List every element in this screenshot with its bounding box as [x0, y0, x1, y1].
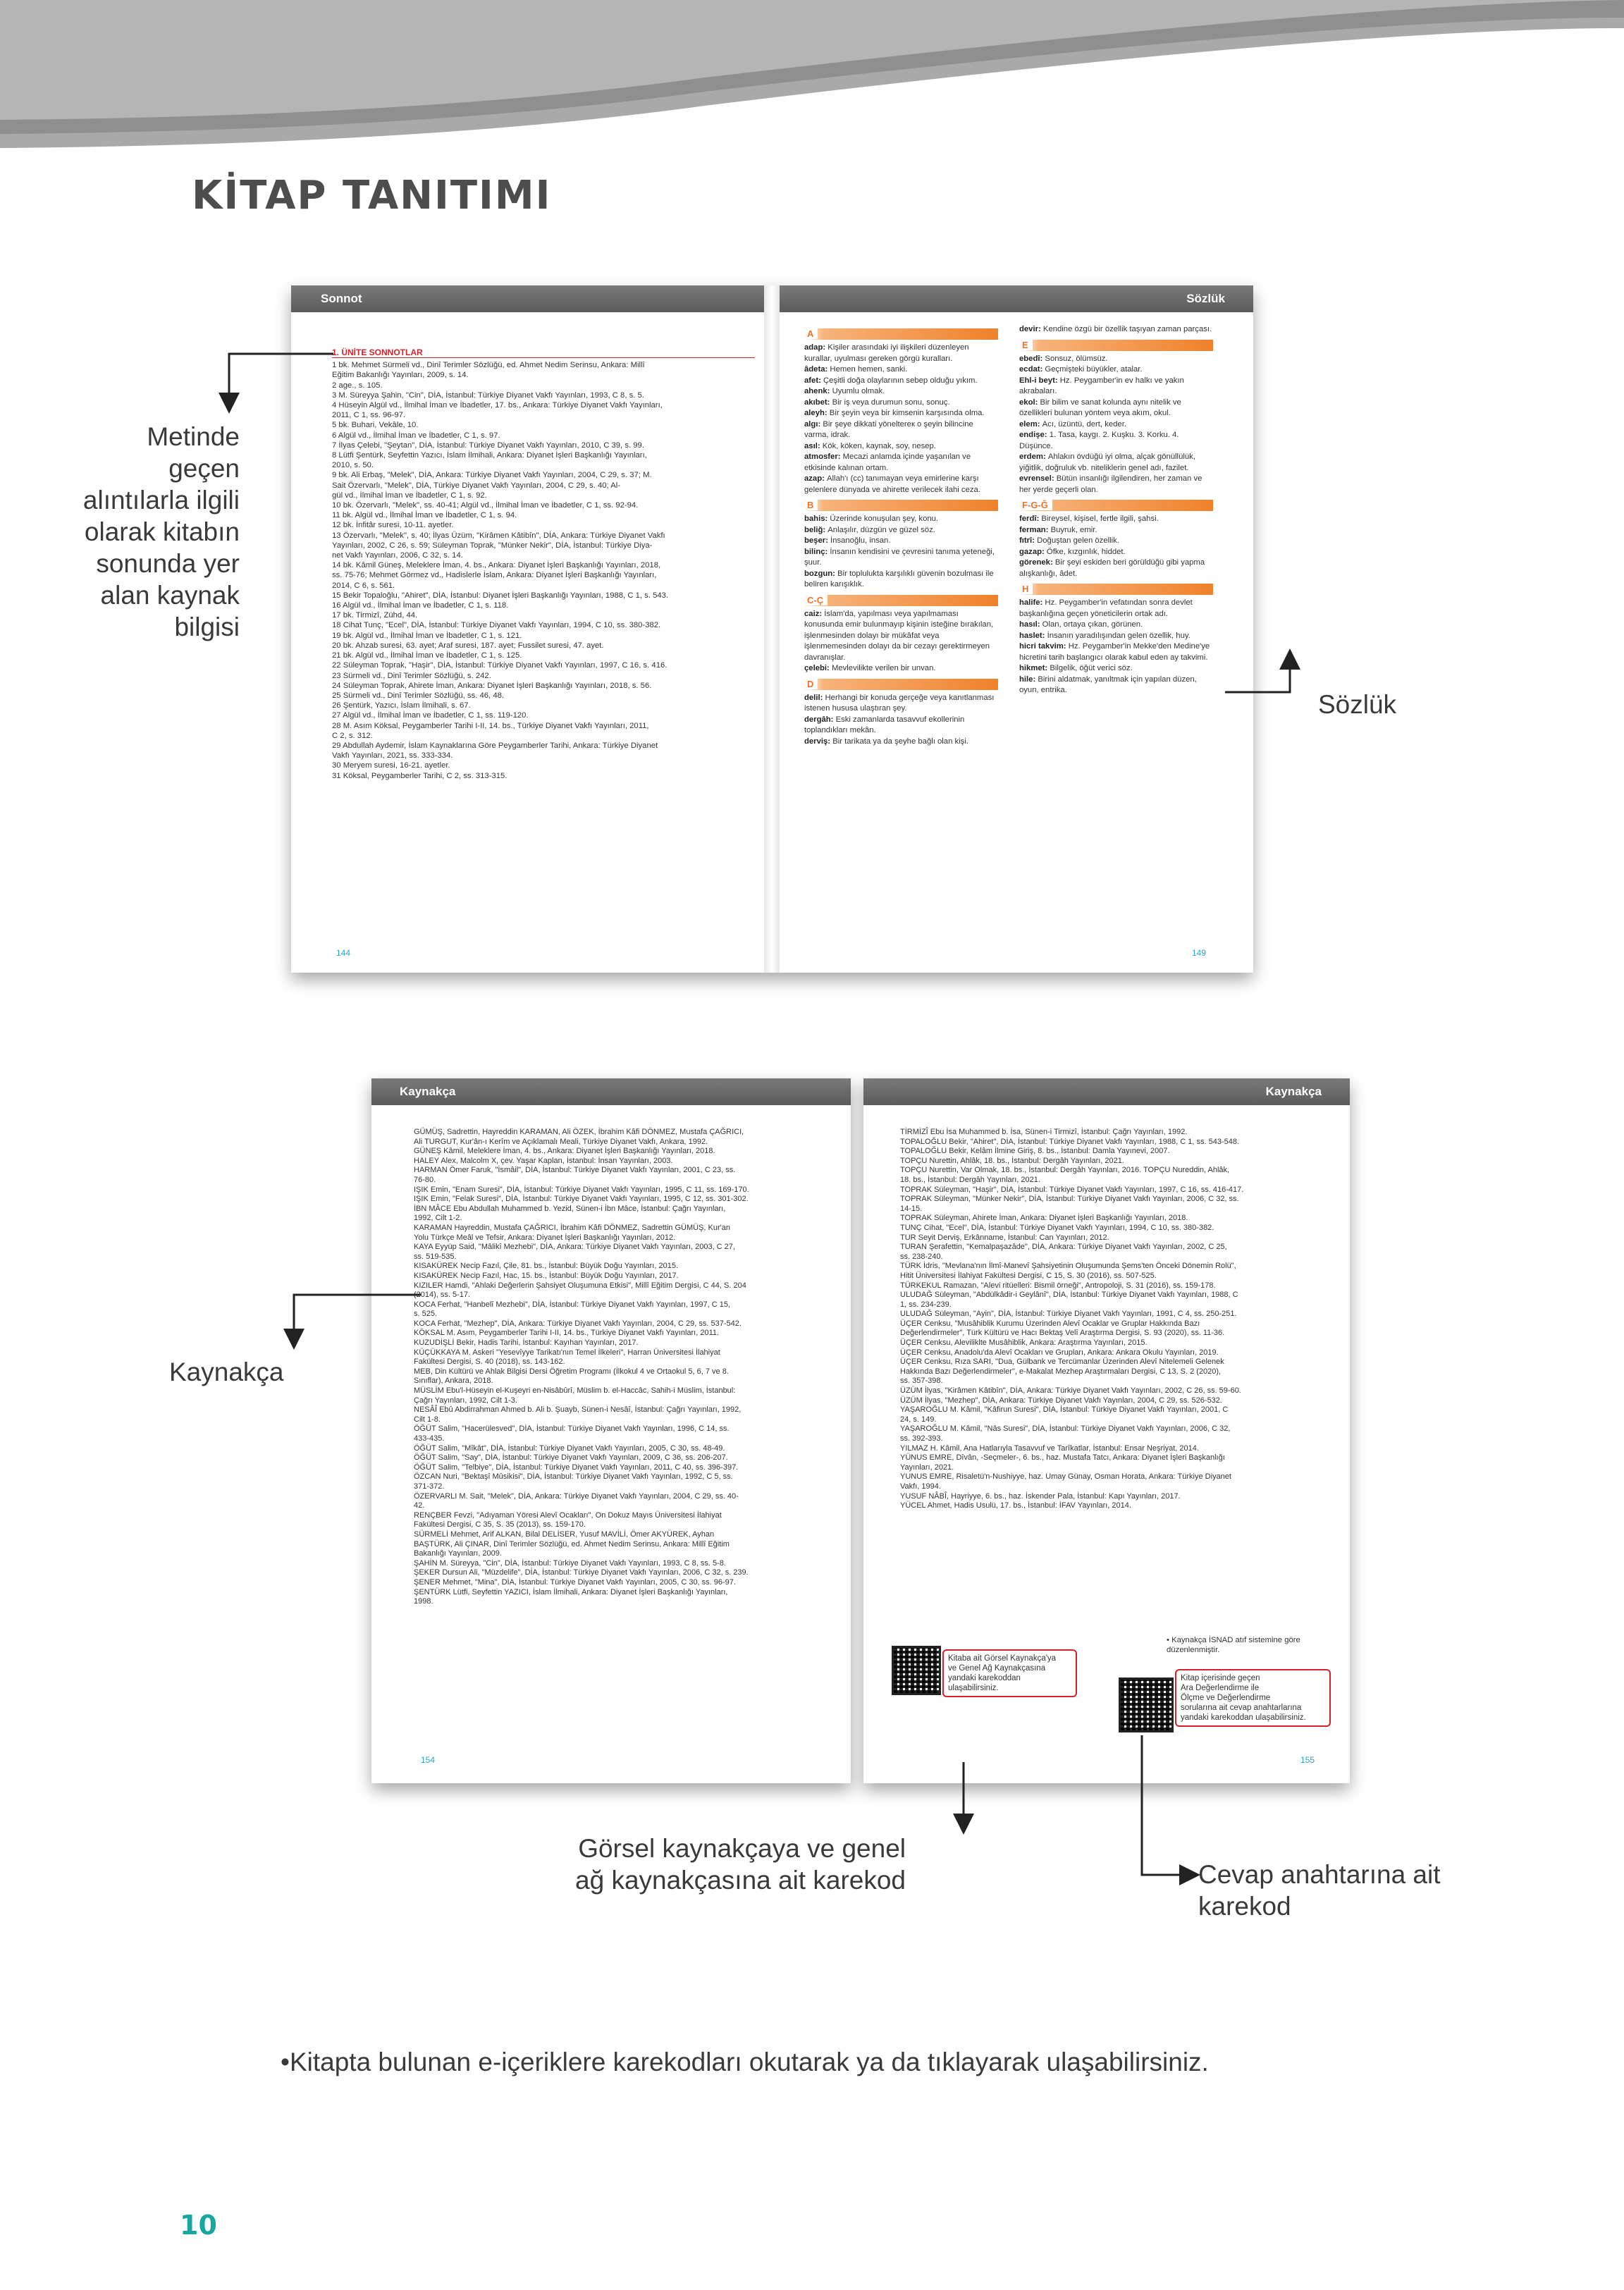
reference-line: ULUDAĞ Süleyman, "Ayin", DİA, İstanbul: Türkiye Diyanet Vakfı Yayınları, 1991, C 4, ss. 250-251.: [900, 1310, 1237, 1319]
reference-line: Yayınları, 2021.: [900, 1463, 954, 1472]
endnote-line: 28 M. Asım Köksal, Peygamberler Tarihi I-II, 14. bs., Türkiye Diyanet Vakfı Yayınları, 2011,: [332, 721, 649, 730]
endnote-line: 19 bk. Algül vd., İlmihal İman ve İbadetler, C 1, s. 121.: [332, 631, 522, 640]
glossary-entry: ferman: Buyruk, emir.: [1019, 525, 1097, 534]
glossary-entry: çelebi: Mevlevilikte verilen bir unvan.: [804, 664, 936, 672]
reference-line: ss. 357-398.: [900, 1377, 943, 1386]
reference-line: IŞIK Emin, "Felak Suresi", DİA, İstanbul: Türkiye Diyanet Vakfı Yayınları, 1995, C 12, ss. 301-302.: [414, 1195, 749, 1204]
reference-line: ÜÇER Cenksu, Anadolu'da Alevî Ocakları ve Grupları, Ankara: Ankara Okulu Yayınları, 2019.: [900, 1348, 1219, 1357]
endnote-line: ss. 75-76; Mehmet Görmez vd., Hadislerle İslam, Ankara: Diyanet İşleri Başkanlığı Yayınları,: [332, 571, 657, 580]
glossary-entry: delil: Herhangi bir konuda gerçeğe veya kanıtlanması istenen hususa ulaştıran şey.: [804, 693, 995, 713]
reference-line: TOPRAK Süleyman, Ahirete İman, Ankara: Diyanet İşleri Başkanlığı Yayınları, 2018.: [900, 1214, 1188, 1223]
reference-line: ÜÇER Cenksu, Rıza SARI, "Dua, Gülbank ve Tercümanlar Üzerinden Alevî Nitelemeli Gelenek: [900, 1358, 1224, 1367]
qr2-line: sorularına ait cevap anahtarlarına: [1181, 1704, 1302, 1712]
endnote-line: 5 bk. Buhari, Vekâle, 10.: [332, 421, 419, 430]
glossary-entry: haslet: İnsanın yaradılışından gelen özellik, huy.: [1019, 631, 1191, 640]
glossary-letter-heading: B: [804, 500, 998, 511]
endnote-line: 27 Algül vd., İlmihal İman ve İbadetler, C 1, ss. 119-120.: [332, 711, 529, 720]
reference-line: TİRMİZÎ Ebu İsa Muhammed b. İsa, Sünen-i Tirmizî, İstanbul: Çağrı Yayınları, 1992.: [900, 1128, 1188, 1136]
reference-line: TÜRKEKUL Ramazan, "Alevi ritüelleri: Bismil örneği", Antropoloji, S. 31 (2016), ss. 159-178.: [900, 1281, 1216, 1290]
endnote-line: Sait Özervarlı, "Melek", DİA, Türkiye Diyanet Vakfı Yayınları, 2004, C 29, s. 40; Al-: [332, 481, 621, 490]
page-number-right: 149: [1192, 948, 1207, 958]
endnote-line: 9 bk. Ali Erbaş, "Melek", DİA, Ankara: Türkiye Diyanet Vakfı Yayınları, 2004, C 29, s. 37; M.: [332, 471, 652, 480]
reference-line: 76-80.: [414, 1175, 436, 1184]
glossary-entry: âdeta: Hemen hemen, sanki.: [804, 365, 908, 374]
endnote-line: 2014, C 6, s. 561.: [332, 581, 395, 590]
glossary-letter-heading: H: [1019, 584, 1213, 595]
reference-line: SÜRMELİ Mehmet, Arif ALKAN, Bilal DELİSER, Yusuf MAVİLİ, Ömer AKYÜREK, Ayhan: [414, 1529, 715, 1539]
endnote-line: 17 bk. Tirmizî, Zühd, 44.: [332, 611, 418, 620]
glossary-entry: gazap: Öfke, kızgınlık, hiddet.: [1019, 547, 1126, 556]
reference-line: 1998.: [414, 1597, 433, 1606]
glossary-entry: fıtrî: Doğuştan gelen özellik.: [1019, 536, 1119, 545]
endnote-line: net Vakfı Yayınları, 2006, C 32, s. 14.: [332, 551, 463, 560]
glossary-entry: ebedî: Sonsuz, ölümsüz.: [1019, 354, 1108, 363]
glossary-entry: halife: Hz. Peygamber'in vefatından sonra devlet başkanlığına geçen yöneticilerin ortak adı.: [1019, 598, 1193, 618]
reference-line: KAYA Eyyüp Said, "Mâlikî Mezhebi", DİA, Ankara: Türkiye Diyanet Vakfı Yayınları, 2003, C 27,: [414, 1243, 735, 1252]
glossary-entry: beşer: İnsanoğlu, insan.: [804, 536, 891, 545]
glossary-entry: dergâh: Eski zamanlarda tasavvuf ekollerinin toplandıkları mekân.: [804, 715, 965, 734]
qr2-line: yandaki karekoddan ulaşabilirsiniz.: [1181, 1713, 1306, 1722]
annotation-line: Cevap anahtarına ait: [1198, 1860, 1441, 1889]
glossary-entry: algı: Bir şeye dikkati yöneltereк o şeyin bilincine varma, idrak.: [804, 419, 973, 439]
reference-line: TOPALOĞLU Bekir, "Ahiret", DİA, İstanbul: Türkiye Diyanet Vakfı Yayınları, 1988, C 1, ss. 543-548.: [900, 1137, 1240, 1146]
endnote-line: 23 Sürmeli vd., Dinî Terimler Sözlüğü, s. 242.: [332, 671, 491, 680]
annotation-sources: [70, 421, 240, 643]
reference-line: YUNUS EMRE, Risaletü'n-Nushiyye, haz. Umay Günay, Osman Horata, Ankara: Türkiye Diyanet: [900, 1472, 1231, 1482]
endnote-line: 7 İlyas Çelebi, "Şeytan", DİA, İstanbul: Türkiye Diyanet Vakfı Yayınları, 2010, C 39, s. 99.: [332, 441, 644, 450]
reference-line: ss. 392-393.: [900, 1434, 943, 1443]
reference-line: TOPRAK Süleyman, "Haşir", DİA, İstanbul: Türkiye Diyanet Vakfı Yayınları, 1997, C 16, ss. 416-417.: [900, 1185, 1244, 1194]
annotation-line: Metinde: [147, 422, 240, 451]
endnote-line: 31 Köksal, Peygamberler Tarihi, C 2, ss. 313-315.: [332, 771, 508, 780]
reference-line: YAŞAROĞLU M. Kâmil, "Kâfirun Suresi", DİA, İstanbul: Türkiye Diyanet Vakfı Yayınları, 2001, C: [900, 1405, 1229, 1415]
reference-line: s. 525.: [414, 1310, 438, 1319]
qr2-line: Ara Değerlendirme ile: [1181, 1684, 1260, 1692]
annotation-qr-visual: [532, 1833, 906, 1896]
reference-line: 1, ss. 234-239.: [900, 1300, 952, 1309]
endnote-line: 2 age., s. 105.: [332, 381, 383, 390]
reference-line: ŞEKER Dursun Ali, "Müzdelife", DİA, İstanbul: Türkiye Diyanet Vakfı Yayınları, 2006, C 32, s. 239.: [414, 1568, 749, 1577]
endnotes-heading: 1. ÜNİTE SONNOTLAR: [332, 347, 755, 358]
reference-line: IŞIK Emin, "Enam Suresi", DİA, İstanbul: Türkiye Diyanet Vakfı Yayınları, 1995, C 11, ss. 169-170.: [414, 1185, 749, 1194]
endnote-line: gül vd., İlmihal İman ve İbadetler, C 1, s. 92.: [332, 491, 487, 500]
header-right-label: Sözlük: [1186, 292, 1225, 305]
reference-line: BAŞTÜRK, Ali ÇINAR, Dinî Terimler Sözlüğü, ed. Ahmet Nedim Serinsu, Ankara: Millî Eğitim: [414, 1539, 730, 1549]
endnote-line: 2011, C 1, ss. 96-97.: [332, 411, 406, 420]
reference-line: 1992, Cilt 1-2.: [414, 1214, 462, 1223]
reference-line: TOPRAK Süleyman, "Münker Nekir", DİA, İstanbul: Türkiye Diyanet Vakfı Yayınları, 2006, C 32, ss.: [900, 1195, 1239, 1204]
page-number-left: 154: [421, 1755, 436, 1765]
page-number-left: 144: [336, 948, 351, 958]
reference-line: TURAN Şerafettin, "Kemalpaşazâde", DİA, Ankara: Türkiye Diyanet Vakfı Yayınları, 2002, C 25,: [900, 1243, 1227, 1252]
reference-line: Bakanlığı Yayınları, 2009.: [414, 1549, 502, 1558]
reference-line: 14-15.: [900, 1204, 923, 1213]
endnote-line: 24 Süleyman Toprak, Ahirete İman, Ankara: Diyanet İşleri Başkanlığı Yayınları, 2018, s. 56.: [332, 681, 652, 690]
reference-line: KÖKSAL M. Asım, Peygamberler Tarihi I-II, 14. bs., Türkiye Diyanet Vakfı Yayınları, 2011.: [414, 1329, 720, 1338]
glossary-entry: afet: Çeşitli doğa olaylarının sebep olduğu yıkım.: [804, 376, 978, 385]
reference-line: ŞAHİN M. Süreyya, "Cin", DİA, İstanbul: Türkiye Diyanet Vakfı Yayınları, 1993, C 8, ss. 5-8.: [414, 1558, 726, 1568]
annotation-line: ağ kaynakçasına ait karekod: [575, 1866, 906, 1895]
reference-line: RENÇBER Fevzi, "Adıyaman Yöresi Alevî Ocakları", On Dokuz Mayıs Üniversitesi İlahiyat: [414, 1510, 722, 1520]
endnote-line: Vakfı Yayınları, 2021, ss. 333-334.: [332, 751, 453, 761]
glossary-entry: adap: Kişiler arasındaki iyi ilişkileri düzenleyen kurallar, uyulması gereken görgü kuralları.: [804, 343, 969, 363]
reference-line: ŞENTÜRK Lütfi, Seyfettin YAZICI, İslam İlmihali, Ankara: Diyanet İşleri Başkanlığı Yayınları,: [414, 1587, 728, 1596]
endnote-line: 30 Meryem suresi, 16-21. ayetler.: [332, 761, 450, 770]
glossary-entry: asıl: Kök, köken, kaynak, soy, nesep.: [804, 441, 936, 450]
annotation-line: alıntılarla ilgili: [82, 486, 240, 515]
glossary-entry: aleyh: Bir şeyin veya bir kimsenin karşısında olma.: [804, 409, 985, 417]
reference-line: ÖZCAN Nuri, "Bektaşî Mûsikisi", DİA, İstanbul: Türkiye Diyanet Vakfı Yayınları, 1992, C 5, ss.: [414, 1472, 733, 1482]
glossary-entry: evrensel: Bütün insanlığı ilgilendiren, her zaman ve her yerde geçerli olan.: [1019, 474, 1202, 494]
endnote-line: 11 bk. Algül vd., İlmihal İman ve İbadetler, C 1, s. 94.: [332, 511, 517, 520]
glossary-entry: Ehl-i beyt: Hz. Peygamber'in ev halkı ve yakın akrabaları.: [1019, 376, 1184, 395]
reference-line: MÜSLİM Ebu'l-Hüseyin el-Kuşeyri en-Nisâbûrî, Müslim b. el-Haccâc, Sahih-i Müslim, İstanbul:: [414, 1386, 736, 1396]
glossary-entry: ekol: Bir bilim ve sanat kolunda aynı nitelik ve özellikleri bulunan yöntem veya akım, okul.: [1019, 398, 1181, 417]
reference-line: GÜNEŞ Kâmil, Meleklere İman, 4. bs., Ankara: Diyanet İşleri Başkanlığı Yayınları, 2018.: [414, 1147, 715, 1156]
glossary-entry: hasıl: Olan, ortaya çıkan, görünen.: [1019, 620, 1143, 629]
reference-line: KOCA Ferhat, "Hanbelî Mezhebi", DİA, İstanbul: Türkiye Diyanet Vakfı Yayınları, 1997, C 15,: [414, 1300, 731, 1309]
annotation-bibliography: Kaynakça: [169, 1358, 284, 1386]
annotation-qr-answer: [1198, 1859, 1441, 1922]
reference-line: Fakültesi Dergisi, S. 40 (2018), ss. 143-162.: [414, 1358, 565, 1367]
header-right-label: Kaynakça: [1265, 1085, 1322, 1098]
reference-line: TOPALOĞLU Bekir, Kelâm İlmine Giriş, 8. bs., İstanbul: Damla Yayınevi, 2007.: [900, 1147, 1170, 1156]
qr2-line: Kitap içerisinde geçen: [1181, 1674, 1260, 1682]
glossary-letter-heading: A: [804, 328, 998, 340]
reference-line: HARMAN Ömer Faruk, "İsmâil", DİA, İstanbul: Türkiye Diyanet Vakfı Yayınları, 2001, C 23, ss.: [414, 1166, 736, 1175]
annotation-glossary: Sözlük: [1318, 690, 1397, 719]
reference-line: GÜMÜŞ, Sadrettin, Hayreddin KARAMAN, Ali ÖZEK, İbrahim Kâfi DÖNMEZ, Mustafa ÇAĞRICI,: [414, 1128, 744, 1136]
reference-line: Fakültesi Dergisi, C 35, S. 35 (2013), ss. 159-170.: [414, 1520, 586, 1529]
reference-line: ÜZÜM İlyas, "Mezhep", DİA, Ankara: Türkiye Diyanet Vakfı Yayınları, 2004, C 29, ss. 526-532.: [900, 1396, 1222, 1405]
glossary-entry: bozgun: Bir toplulukta karşılıklı güvenin bozulması ile beliren karışıklık.: [804, 569, 994, 589]
reference-line: KOCA Ferhat, "Mezhep", DİA, Ankara: Türkiye Diyanet Vakfı Yayınları, 2004, C 29, ss. 537-542.: [414, 1319, 742, 1328]
reference-line: Vakfı, 1994.: [900, 1482, 941, 1491]
glossary-entry: beliğ: Anlaşılır, düzgün ve güzel söz.: [804, 525, 935, 534]
glossary-entry: hicri takvim: Hz. Peygamber'in Mekke'den Medine'ye hicretini tarih başlangıcı olarak kabul eden ay takvimi.: [1019, 642, 1210, 662]
endnote-line: Yayınları, 2002, C 26, s. 59; Süleyman Toprak, "Münker Nekir", DİA, İstanbul: Türkiye Diya-: [332, 541, 653, 550]
reference-line: Yolu Türkçe Meâl ve Tefsir, Ankara: Diyanet İşleri Başkanlığı Yayınları, 2012.: [414, 1233, 676, 1242]
annotation-line: geçen: [168, 454, 240, 483]
reference-line: TUNÇ Cihat, "Ecel", DİA, İstanbul: Türkiye Diyanet Vakfı Yayınları, 1994, C 10, ss. 380-382.: [900, 1223, 1214, 1232]
glossary-entry: ferdî: Bireysel, kişisel, fertle ilgili, şahsi.: [1019, 515, 1159, 523]
reference-line: 433-435.: [414, 1434, 445, 1443]
reference-line: 18. bs., İstanbul: Dergâh Yayınları, 2021.: [900, 1175, 1040, 1184]
annotation-line: sonunda yer: [96, 549, 240, 578]
glossary-entry: hile: Birini aldatmak, yanıltmak için yapılan düzen, oyun, entrika.: [1019, 675, 1197, 694]
reference-line: KÜÇÜKKAYA M. Askeri "Yesevîyye Tarikatı'nın Temel İlkeleri", Harran Üniversitesi İlahiyat: [414, 1348, 720, 1357]
reference-line: ULUDAĞ Süleyman, "Abdülkâdir-i Geylânî", DİA, İstanbul: Türkiye Diyanet Vakfı Yayınları, 1988, C: [900, 1291, 1238, 1300]
reference-line: ÜZÜM İlyas, "Kirâmen Kâtibîn", DİA, Ankara: Türkiye Diyanet Vakfı Yayınları, 2002, C 26, ss. 59-60.: [900, 1386, 1241, 1396]
reference-line: Değerlendirmeler", Türk Kültürü ve Hacı Bektaş Velî Araştırma Dergisi, S. 93 (2020), ss. 11-36.: [900, 1329, 1225, 1338]
header-left-label: Kaynakça: [400, 1085, 456, 1098]
qr1-line: ve Genel Ağ Kaynakçasına: [948, 1664, 1046, 1673]
reference-line: ÖĞÜT Salim, "Mîkât", DİA, İstanbul: Türkiye Diyanet Vakfı Yayınları, 2005, C 30, ss. 48-49.: [414, 1443, 725, 1453]
glossary-entry: görenek: Bir şeyi eskiden beri görüldüğü gibi yapma alışkanlığı, âdet.: [1019, 558, 1205, 578]
endnote-line: Eğitim Bakanlığı Yayınları, 2009, s. 14.: [332, 371, 469, 380]
reference-line: (2014), ss. 5-17.: [414, 1291, 471, 1300]
glossary-entry: hikmet: Bilgelik, öğüt verici söz.: [1019, 664, 1133, 672]
page-number-right: 155: [1300, 1755, 1315, 1765]
glossary-entry: ecdat: Geçmişteki büyükler, atalar.: [1019, 365, 1143, 374]
reference-line: NESÂÎ Ebû Abdirrahman Ahmed b. Ali b. Şuayb, Sünen-i Nesâî, İstanbul: Çağrı Yayınları, 1992,: [414, 1405, 742, 1415]
annotation-line: Görsel kaynakçaya ve genel: [578, 1834, 906, 1863]
endnote-line: C 2, s. 312.: [332, 731, 373, 740]
reference-line: 371-372.: [414, 1482, 445, 1491]
annotation-line: alan kaynak: [100, 581, 240, 610]
reference-line: ÜÇER Cenksu, Aleviliklte Musâhiblik, Ankara: Araştırma Yayınları, 2015.: [900, 1338, 1148, 1348]
glossary-letter-heading: E: [1019, 340, 1213, 351]
glossary-entry: caiz: İslam'da, yapılması veya yapılmaması konusunda emir bulunmayıp kişinin isteğine bırakılan, işlenmesinden dolayı bir mükâfat veya işlenmemesinden dolayı da bir cezayı gerektirmeyen davranışlar.: [804, 609, 994, 662]
reference-line: Ali TURGUT, Kur'ân-ı Kerîm ve Açıklamalı Meali, Türkiye Diyanet Vakfı, Ankara, 1992.: [414, 1137, 708, 1146]
endnote-line: 6 Algül vd., İlmihal İman ve İbadetler, C 1, s. 97.: [332, 431, 500, 440]
glossary-entry: elem: Acı, üzüntü, dert, keder.: [1019, 419, 1126, 429]
reference-line: 24, s. 149.: [900, 1415, 937, 1424]
reference-line: KISAKÜREK Necip Fazıl, Hac, 15. bs., İstanbul: Büyük Doğu Yayınları, 2017.: [414, 1271, 679, 1280]
glossary-entry: azap: Allah'ı (cc) tanımayan veya emirlerine karşı gelenlere dünyada ve ahirette verilecek ilahi ceza.: [804, 474, 980, 494]
qr1-line: Kitaba ait Görsel Kaynakça'ya: [948, 1654, 1057, 1663]
reference-line: YÜNUS EMRE, Dîvân, -Seçmeler-, 6. bs., haz. Mustafa Tatcı, Ankara: Diyanet İşleri Başkanlığı: [900, 1453, 1225, 1463]
endnote-line: 4 Hüseyin Algül vd., İlmihal İman ve İbadetler, 17. bs., Ankara: Türkiye Diyanet Vakfı Yayınları,: [332, 401, 663, 410]
annotation-line: bilgisi: [174, 612, 240, 641]
reference-line: TOPÇU Nurettin, Var Olmak, 18. bs., İstanbul: Dergâh Yayınları, 2016. TOPÇU Nureddin, Ahlâk,: [900, 1166, 1230, 1175]
glossary-entry: bahis: Üzerinde konuşulan şey, konu.: [804, 515, 939, 523]
reference-line: MEB, Din Kültürü ve Ahlak Bilgisi Dersi Öğretim Programı (İlkokul 4 ve Ortaokul 5, 6, 7 ve 8.: [414, 1367, 729, 1376]
reference-line: 42.: [414, 1501, 425, 1510]
reference-line: Hakkında Bazı Değerlendirmeler", e-Makalat Mezhep Araştırmaları Dergisi, C 13, S. 2 (2020),: [900, 1367, 1222, 1376]
endnote-line: 25 Sürmeli vd., Dinî Terimler Sözlüğü, ss. 46, 48.: [332, 691, 505, 700]
reference-line: KISAKÜREK Necip Fazıl, Çile, 81. bs., İstanbul: Büyük Doğu Yayınları, 2015.: [414, 1262, 678, 1271]
glossary-entry: erdem: Ahlakın övdüğü iyi olma, alçak gönüllülük, yiğitlik, doğruluk vb. niteliklerin genel adı, fazilet.: [1019, 453, 1195, 472]
glossary-entry: ahenk: Uyumlu olmak.: [804, 387, 885, 395]
glossary-entry: derviş: Bir tarikata ya da şeyhe bağlı olan kişi.: [804, 737, 968, 746]
endnote-line: 16 Algül vd., İlmihal İman ve İbadetler, C 1, s. 118.: [332, 601, 509, 610]
endnote-line: 21 bk. Algül vd., İlmihal İman ve İbadetler, C 1, s. 125.: [332, 651, 522, 660]
glossary-entry: akıbet: Bir iş veya durumun sonu, sonuç.: [804, 398, 950, 407]
reference-line: KARAMAN Hayreddin, Mustafa ÇAĞRICI, İbrahim Kâfi DÖNMEZ, Sadrettin GÜMÜŞ, Kur'an: [414, 1223, 730, 1232]
reference-line: ŞENER Mehmet, "Mina", DİA, İstanbul: Türkiye Diyanet Vakfı Yayınları, 2005, C 30, ss. 96-97.: [414, 1577, 736, 1587]
reference-line: YILMAZ H. Kâmil, Ana Hatlarıyla Tasavvuf ve Tarîkatlar, İstanbul: Ensar Neşriyat, 2014.: [900, 1443, 1199, 1453]
endnote-line: 12 bk. İnfitâr suresi, 10-11. ayetler.: [332, 521, 454, 530]
reference-line: KUZUDİŞLİ Bekir, Hadis Tarihi, İstanbul: Kayıhan Yayınları, 2017.: [414, 1338, 639, 1348]
endnote-line: 15 Bekir Topaloğlu, "Ahiret", DİA, İstanbul: Diyanet İşleri Başkanlığı Yayınları, 1988, C 1, s. 543.: [332, 591, 669, 600]
reference-line: Hitit Üniversitesi İlahiyat Fakültesi Dergisi, C 15, S. 30 (2016), ss. 507-525.: [900, 1271, 1157, 1280]
reference-line: İBN MÂCE Ebu Abdullah Muhammed b. Yezid, Sünen-i İbn Mâce, İstanbul: Çağrı Yayınları,: [414, 1204, 726, 1213]
page-title: KİTAP TANITIMI: [192, 173, 552, 218]
reference-line: Sınıflar), Ankara, 2018.: [414, 1377, 493, 1386]
reference-line: Çağrı Yayınları, 1992, Cilt 1-3.: [414, 1396, 517, 1405]
endnote-line: 18 Cihat Tunç, "Ecel", DİA, İstanbul: Türkiye Diyanet Vakfı Yayınları, 1994, C 10, ss. 380-382.: [332, 621, 661, 630]
reference-line: TOPÇU Nurettin, Ahlâk, 18. bs., İstanbul: Dergâh Yayınları, 2021.: [900, 1156, 1124, 1165]
endnote-line: 8 Lütfi Şentürk, Seyfettin Yazıcı, İslam İlmihali, Ankara: Diyanet İşleri Başkanlığı Yayınları,: [332, 451, 647, 460]
glossary-letter-heading: C-Ç: [804, 595, 998, 606]
annotation-line: olarak kitabın: [84, 517, 240, 546]
header-left-label: Sonnot: [321, 292, 362, 305]
endnote-line: 10 bk. Özervarlı, "Melek", ss. 40-41; Algül vd., İlmihal İman ve İbadetler, C 1, ss. 92-94.: [332, 501, 639, 510]
qr1-line: yandaki karekoddan ulaşabilirsiniz.: [948, 1674, 1021, 1692]
page-number: 10: [180, 2210, 217, 2241]
glossary-letter-heading: F-G-Ğ: [1019, 500, 1213, 511]
reference-line: Cilt 1-8.: [414, 1415, 441, 1424]
isnad-note: • Kaynakça İSNAD atıf sistemine göre düzenlenmiştir.: [1167, 1636, 1300, 1655]
glossary-entry: bilinç: İnsanın kendisini ve çevresini tanıma yeteneği, şuur.: [804, 547, 995, 567]
reference-line: ss. 238-240.: [900, 1252, 943, 1261]
endnote-line: 13 Özervarlı, "Melek", s. 40; İlyas Üzüm, "Kirâmen Kâtibîn", DİA, Ankara: Türkiye Diyanet Vakfı: [332, 531, 665, 540]
reference-line: ss. 519-535.: [414, 1252, 457, 1261]
glossary-entry: endişe: 1. Tasa, kaygı. 2. Kuşku. 3. Korku. 4. Düşünce.: [1019, 431, 1179, 450]
reference-line: TUR Seyit Derviş, Erkânname, İstanbul: Can Yayınları, 2012.: [900, 1233, 1109, 1242]
endnote-line: 2010, s. 50.: [332, 461, 374, 470]
endnote-line: 26 Şentürk, Yazıcı, İslam İlmihali, s. 67.: [332, 701, 471, 710]
qr2-line: Ölçme ve Değerlendirme: [1181, 1694, 1271, 1702]
reference-line: YÜCEL Ahmet, Hadis Usulü, 17. bs., İstanbul: İFAV Yayınları, 2014.: [900, 1501, 1131, 1510]
reference-line: KIZILER Hamdi, "Ahlaki Değerlerin Şahsiyet Oluşumuna Etkisi", Millî Eğitim Dergisi, C 44, S. 204: [414, 1281, 746, 1290]
endnote-line: 20 bk. Ahzab suresi, 63. ayet; Araf suresi, 187. ayet; Fussilet suresi, 47. ayet.: [332, 641, 604, 650]
endnote-line: 22 Süleyman Toprak, "Haşir", DİA, İstanbul: Türkiye Diyanet Vakfı Yayınları, 1997, C 16, s. 416.: [332, 661, 668, 670]
reference-line: ÜÇER Cenksu, "Musâhiblik Kurumu Üzerinden Alevî Ocaklar ve Gruplar Hakkında Bazı: [900, 1319, 1200, 1328]
endnote-line: 1 bk. Mehmet Sürmeli vd., Dinî Terimler Sözlüğü, ed. Ahmet Nedim Serinsu, Ankara: Millî: [332, 361, 645, 370]
reference-line: ÖZERVARLI M. Sait, "Melek", DİA, Ankara: Türkiye Diyanet Vakfı Yayınları, 2004, C 29, ss. 40-: [414, 1491, 739, 1501]
endnote-line: 3 M. Süreyya Şahin, "Cin", DİA, İstanbul: Türkiye Diyanet Vakfı Yayınları, 1993, C 8, s. 5.: [332, 390, 644, 400]
glossary-entry: atmosfer: Mecazi anlamda içinde yaşanılan ve etkisinde kalınan ortam.: [804, 453, 971, 472]
endnote-line: 14 bk. Kâmil Güneş, Meleklere İman, 4. bs., Ankara: Diyanet İşleri Başkanlığı Yayınları, 2018,: [332, 561, 661, 570]
footer-note: •Kitapta bulunan e-içeriklere karekodları okutarak ya da tıklayarak ulaşabilirsiniz.: [281, 2048, 1209, 2076]
glossary-letter-heading: D: [804, 679, 998, 690]
reference-line: YUSUF NÂBÎ, Hayriyye, 6. bs., haz. İskender Pala, İstanbul: Kapı Yayınları, 2017.: [900, 1491, 1181, 1501]
glossary-entry: devir: Kendine özgü bir özellik taşıyan zaman parçası.: [1019, 325, 1212, 333]
reference-line: ÖĞÜT Salim, "Hacerülesved", DİA, İstanbul: Türkiye Diyanet Vakfı Yayınları, 1996, C 14, ss.: [414, 1424, 730, 1434]
reference-line: YAŞAROĞLU M. Kâmil, "Nâs Suresi", DİA, İstanbul: Türkiye Diyanet Vakfı Yayınları, 2006, C 32,: [900, 1424, 1231, 1434]
annotation-line: karekod: [1198, 1892, 1291, 1921]
reference-line: HALEY Alex, Malcolm X, çev. Yaşar Kaplan, İstanbul: İnsan Yayınları, 2003.: [414, 1156, 673, 1165]
reference-line: TÜRK İdris, "Mevlana'nın İlmî-Manevî Şahsiyetinin Oluşumunda Şems'ten Önceki Dönemin Rolü",: [900, 1262, 1236, 1271]
endnote-line: 29 Abdullah Aydemir, İslam Kaynaklarına Göre Peygamberler Tarihi, Ankara: Türkiye Diyanet: [332, 741, 658, 750]
reference-line: ÖĞÜT Salim, "Telbiye", DİA, İstanbul: Türkiye Diyanet Vakfı Yayınları, 2011, C 40, ss. 396-397.: [414, 1463, 739, 1472]
reference-line: ÖĞÜT Salim, "Say", DİA, İstanbul: Türkiye Diyanet Vakfı Yayınları, 2009, C 36, ss. 206-207.: [414, 1453, 728, 1463]
